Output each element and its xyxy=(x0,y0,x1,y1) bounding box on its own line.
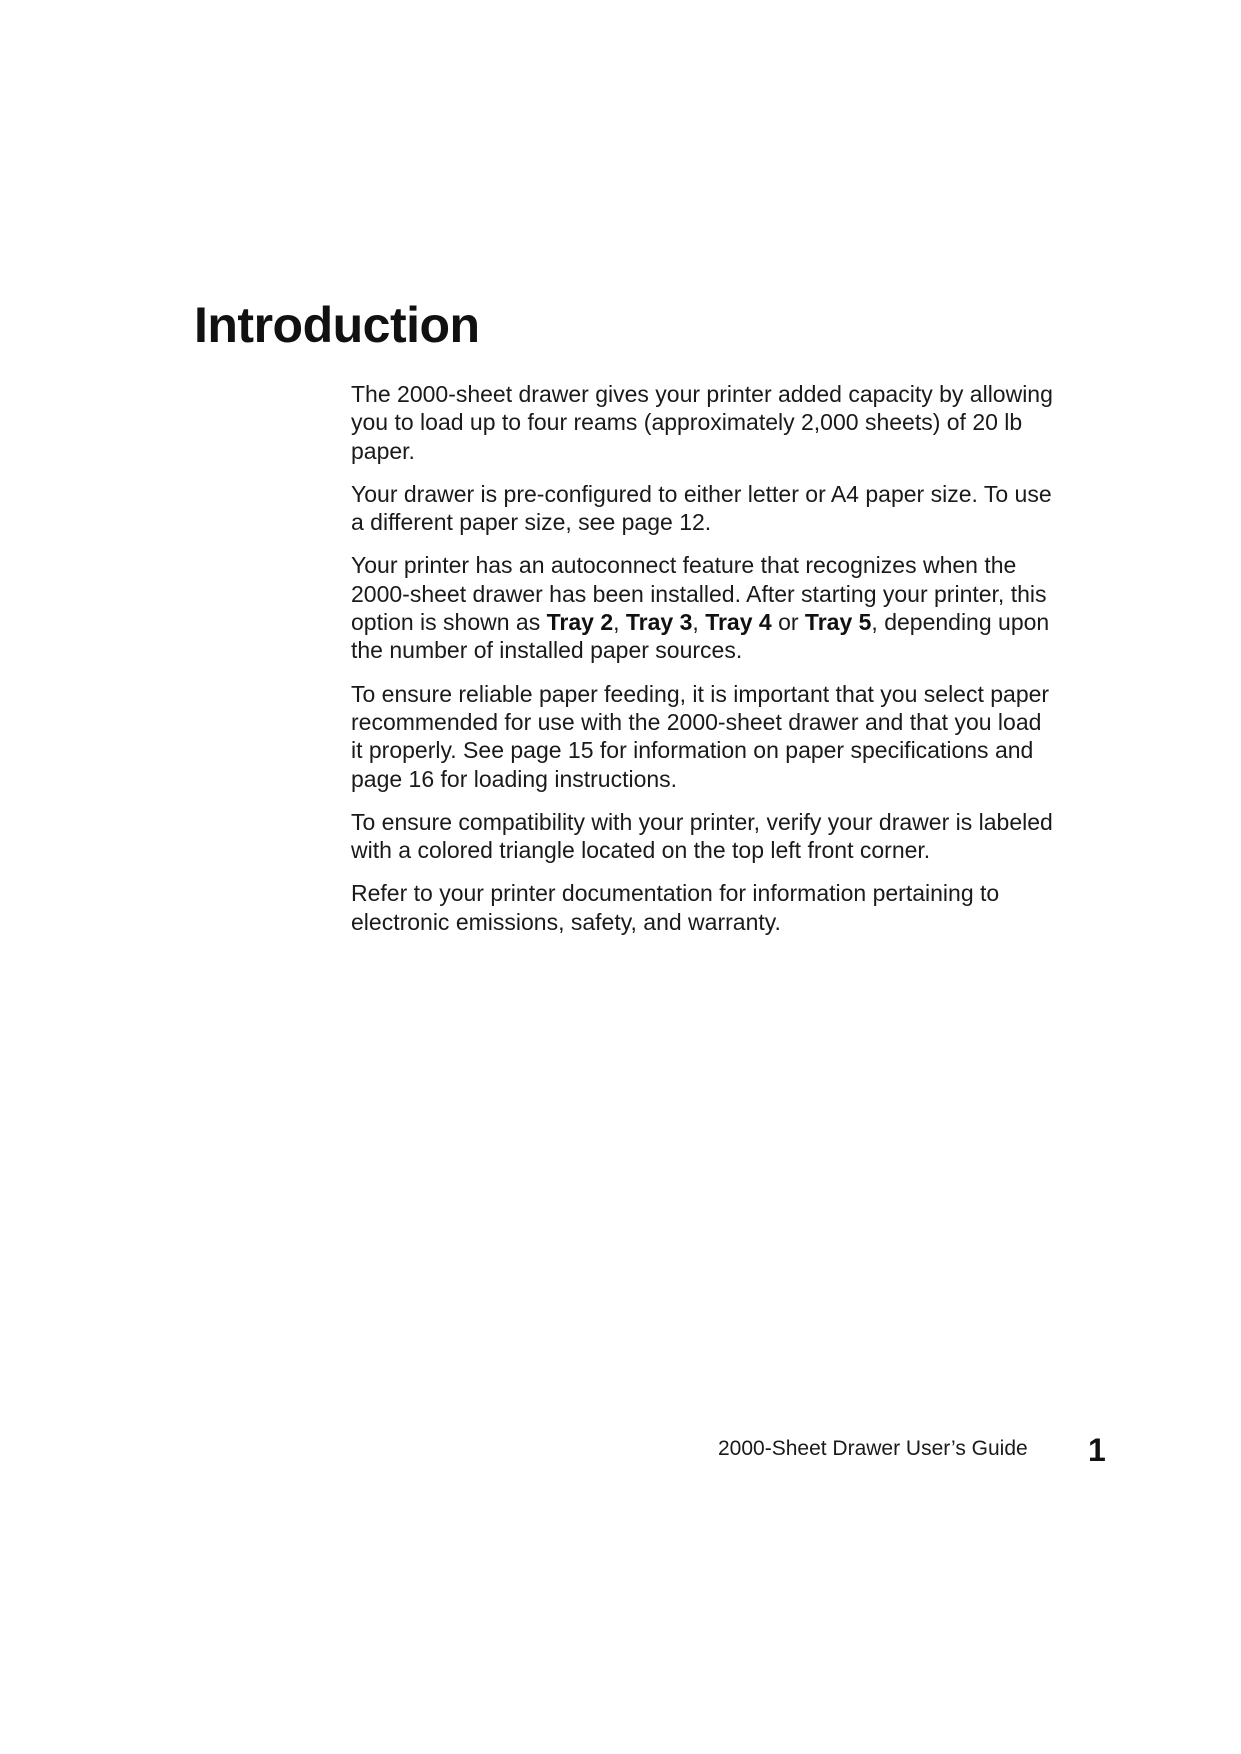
autoconnect-text-start: Your printer has an autoconnect feature that recognizes when the 2000-sheet drawer has been installed. After starting your printer, this option is shown as xyxy=(351,552,1047,636)
paragraph-paper-feeding: To ensure reliable paper feeding, it is important that you select paper recommended for use with the 2000-sheet drawer and that you load it properly. See page 15 for information on paper specifications and page 16 for loading instructions. xyxy=(351,680,1050,792)
tray-3-label: Tray 3 xyxy=(625,609,693,636)
paragraph-compatibility: To ensure compatibility with your printer, verify your drawer is labeled with a colored triangle located on the top left front corner. xyxy=(351,808,1053,864)
tray-4-label: Tray 4 xyxy=(705,609,772,636)
separator: , xyxy=(692,609,706,636)
paragraph-capacity: The 2000-sheet drawer gives your printer added capacity by allowing you to load up to four reams (approximately 2,000 sheets) of 20 lb paper. xyxy=(351,381,1053,464)
footer-guide-title: 2000-Sheet Drawer User’s Guide xyxy=(718,1437,1028,1460)
page-title: Introduction xyxy=(194,297,480,353)
tray-5-label: Tray 5 xyxy=(804,609,872,636)
paragraph-autoconnect xyxy=(351,551,1056,664)
separator: or xyxy=(771,609,805,636)
tray-2-label: Tray 2 xyxy=(546,609,614,636)
paragraph-paper-size: Your drawer is pre-configured to either letter or A4 paper size. To use a different paper size, see page 12. xyxy=(351,480,1052,536)
page-number: 1 xyxy=(1088,1432,1106,1468)
body-text xyxy=(351,380,1056,951)
separator: , xyxy=(613,609,626,636)
paragraph-documentation: Refer to your printer documentation for information pertaining to electronic emissions, safety, and warranty. xyxy=(351,880,1000,935)
autoconnect-text-end: , depending upon the number of installed paper sources. xyxy=(351,609,1050,664)
